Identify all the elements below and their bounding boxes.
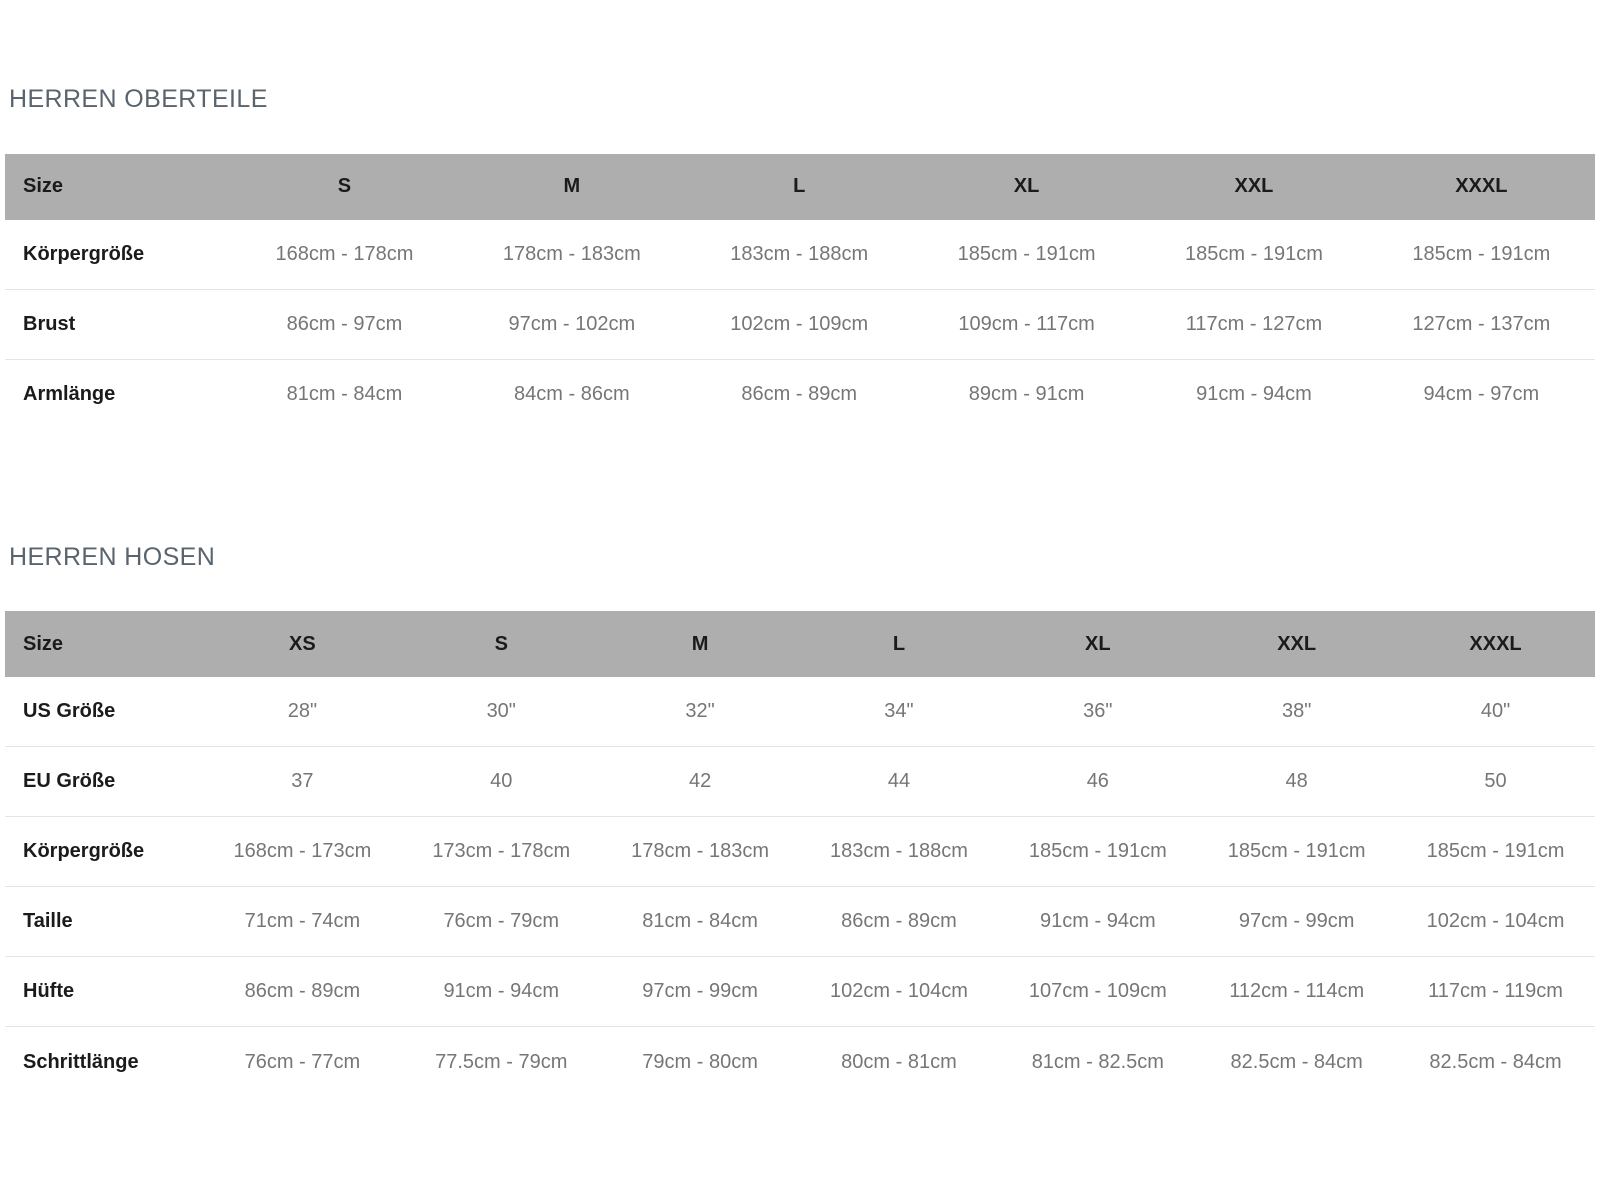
row-label: Körpergröße — [23, 242, 145, 265]
cell-value: 40 — [490, 770, 513, 792]
table-header-row — [5, 611, 1595, 677]
cell-value: 32" — [685, 700, 715, 722]
cell-value: 102cm - 104cm — [830, 980, 968, 1002]
cell-value: 91cm - 94cm — [1196, 383, 1312, 405]
column-header: M — [691, 632, 709, 655]
header-size-label: Size — [23, 175, 64, 197]
cell-value: 185cm - 191cm — [957, 242, 1096, 265]
cell-value: 80cm - 81cm — [841, 1050, 957, 1073]
column-header: XL — [1013, 175, 1040, 197]
cell-value: 112cm - 114cm — [1229, 980, 1365, 1002]
cell-value: 82.5cm - 84cm — [1429, 1050, 1562, 1073]
cell-value: 30" — [486, 700, 516, 722]
cell-value: 82.5cm - 84cm — [1230, 1050, 1363, 1073]
table-row — [5, 290, 1595, 360]
table-header-row — [5, 154, 1595, 220]
cell-value: 109cm - 117cm — [958, 312, 1095, 335]
cell-value: 97cm - 99cm — [1238, 910, 1355, 932]
cell-value: 81cm - 84cm — [642, 910, 758, 932]
row-label: Armlänge — [23, 383, 116, 405]
cell-value: 91cm - 94cm — [1040, 910, 1156, 932]
cell-value: 185cm - 191cm — [1426, 840, 1565, 862]
table-row — [5, 677, 1595, 747]
row-label: Brust — [23, 312, 76, 335]
table-row — [5, 360, 1595, 430]
cell-value: 50 — [1484, 770, 1507, 792]
table-title: HERREN HOSEN — [9, 542, 216, 571]
cell-value: 86cm - 89cm — [244, 980, 361, 1002]
cell-value: 77.5cm - 79cm — [435, 1050, 568, 1073]
cell-value: 86cm - 89cm — [741, 383, 857, 405]
cell-value: 97cm - 99cm — [642, 980, 758, 1002]
size-table — [5, 154, 1595, 430]
cell-value: 84cm - 86cm — [514, 383, 630, 405]
cell-value: 89cm - 91cm — [968, 383, 1085, 405]
column-header: XS — [289, 632, 316, 655]
header-size-label: Size — [23, 632, 64, 655]
cell-value: 34" — [884, 700, 914, 722]
cell-value: 40" — [1480, 700, 1511, 722]
table-row — [5, 747, 1595, 817]
cell-value: 168cm - 178cm — [275, 242, 414, 265]
cell-value: 185cm - 191cm — [1028, 840, 1167, 862]
cell-value: 37 — [291, 770, 314, 792]
row-label: Schrittlänge — [23, 1050, 139, 1073]
cell-value: 183cm - 188cm — [730, 242, 869, 265]
cell-value: 86cm - 97cm — [286, 312, 403, 335]
cell-value: 42 — [688, 770, 712, 792]
table-row — [5, 220, 1595, 290]
cell-value: 168cm - 173cm — [233, 840, 372, 862]
row-label: Taille — [23, 910, 73, 932]
cell-value: 81cm - 84cm — [286, 383, 403, 405]
column-header: S — [494, 632, 508, 655]
cell-value: 178cm - 183cm — [631, 840, 770, 862]
column-header: S — [337, 175, 352, 197]
row-label: Körpergröße — [23, 840, 145, 862]
size-table — [5, 611, 1595, 1097]
table-row — [5, 957, 1595, 1027]
column-header: L — [892, 632, 906, 655]
row-label: US Größe — [23, 700, 116, 722]
size-table-section — [0, 0, 1600, 430]
column-header: L — [793, 175, 806, 197]
cell-value: 76cm - 79cm — [443, 910, 560, 932]
cell-value: 178cm - 183cm — [502, 242, 641, 265]
cell-value: 185cm - 191cm — [1185, 242, 1323, 265]
cell-value: 107cm - 109cm — [1028, 980, 1167, 1002]
column-header: XXXL — [1469, 632, 1522, 655]
cell-value: 44 — [887, 770, 911, 792]
cell-value: 173cm - 178cm — [432, 840, 571, 862]
row-label: EU Größe — [23, 770, 116, 792]
column-header: M — [563, 175, 581, 197]
cell-value: 28" — [287, 700, 318, 722]
table-title: HERREN OBERTEILE — [9, 85, 268, 113]
cell-value: 185cm - 191cm — [1412, 242, 1551, 265]
cell-value: 94cm - 97cm — [1423, 383, 1540, 405]
column-header: XXXL — [1455, 175, 1508, 197]
row-label: Hüfte — [23, 980, 75, 1002]
column-header: XXL — [1277, 632, 1317, 655]
table-row — [5, 1027, 1595, 1097]
cell-value: 79cm - 80cm — [642, 1050, 758, 1073]
cell-value: 117cm - 119cm — [1428, 980, 1563, 1002]
cell-value: 91cm - 94cm — [443, 980, 560, 1002]
cell-value: 97cm - 102cm — [508, 312, 636, 335]
table-body — [5, 220, 1595, 430]
table-row — [5, 887, 1595, 957]
column-header: XL — [1085, 632, 1111, 655]
cell-value: 102cm - 109cm — [730, 312, 869, 335]
column-header: XXL — [1234, 175, 1274, 197]
table-row — [5, 817, 1595, 887]
cell-value: 81cm - 82.5cm — [1031, 1050, 1164, 1073]
size-table-section — [0, 544, 1600, 1098]
cell-value: 185cm - 191cm — [1227, 840, 1366, 862]
cell-value: 102cm - 104cm — [1426, 910, 1565, 932]
cell-value: 71cm - 74cm — [244, 910, 361, 932]
cell-value: 38" — [1282, 700, 1312, 722]
table-body — [5, 677, 1595, 1097]
cell-value: 86cm - 89cm — [841, 910, 957, 932]
cell-value: 46 — [1086, 770, 1109, 792]
cell-value: 48 — [1285, 770, 1308, 792]
cell-value: 76cm - 77cm — [244, 1050, 361, 1073]
cell-value: 127cm - 137cm — [1412, 312, 1551, 335]
cell-value: 117cm - 127cm — [1185, 312, 1323, 335]
cell-value: 183cm - 188cm — [830, 840, 968, 862]
cell-value: 36" — [1083, 700, 1113, 722]
